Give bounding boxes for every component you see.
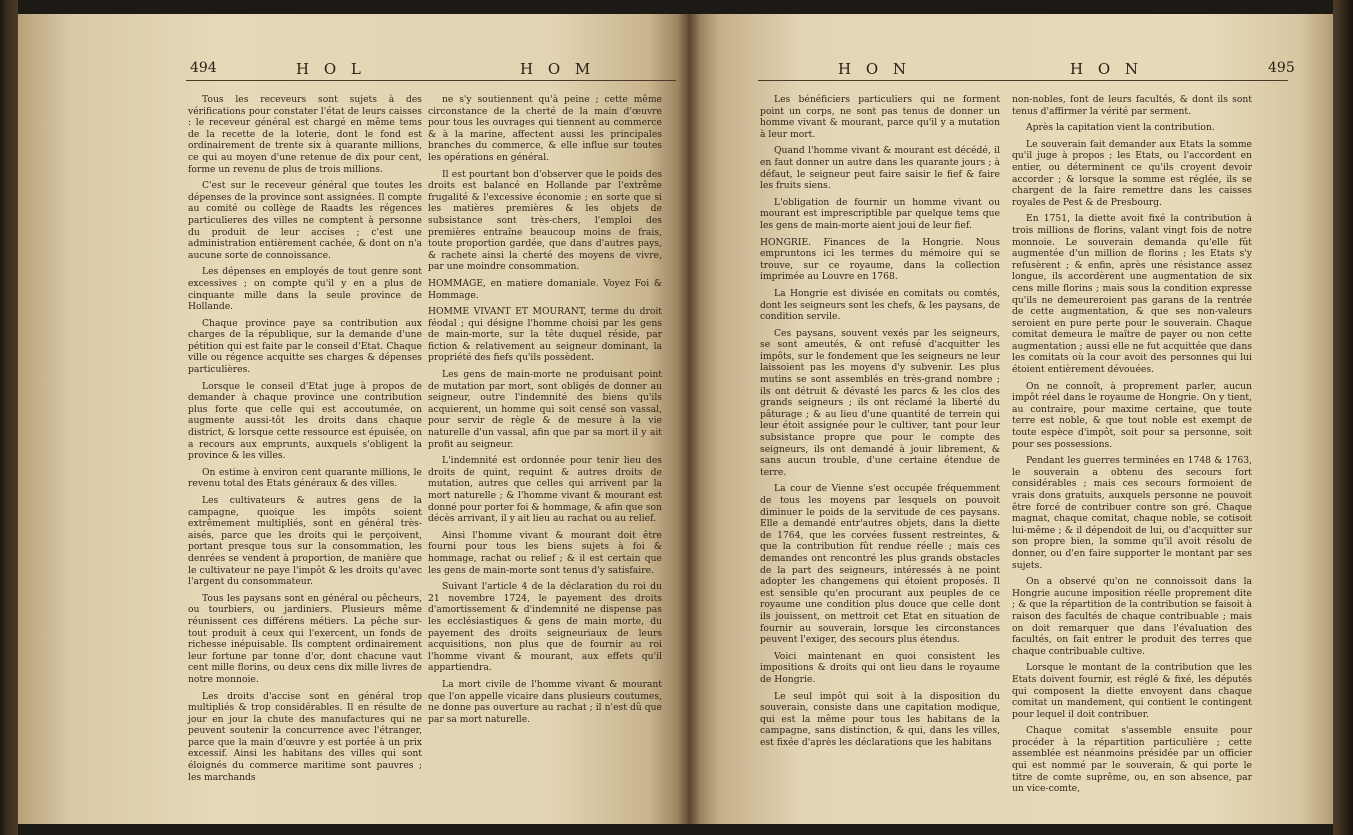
left-page-edges (0, 0, 18, 835)
right-page-column-2 (1012, 94, 1252, 800)
paragraph: Les cultivateurs & autres gens de la campagne, quoique les impôts soient extrêmement multipliés, sont en général très-aisés, parce que les droits qui le perçoivent, portant presque tous sur la consommation, les denrées se vendent à proportion, de manière que le cultivateur ne paye l'impôt & les droits qu'avec l'argent du consommateur. (188, 495, 422, 588)
running-header-left-col2: H O M (520, 60, 596, 78)
right-page-edges (1333, 0, 1353, 835)
left-page-column-1 (188, 94, 422, 788)
paragraph: Quand l'homme vivant & mourant est décédé, il en faut donner un autre dans les quarante jours ; à défaut, le seigneur peut faire saisir le fief & faire les fruits siens. (760, 145, 1000, 192)
paragraph: C'est sur le receveur général que toutes les dépenses de la province sont assignées. Il compte au comité ou collège de Raadts les régences particulieres des villes ne comptent à personne du produit de leur accises ; c'est une administration entièrement cachée, & dont on n'a aucune sorte de connoissance. (188, 180, 422, 261)
paragraph: Le souverain fait demander aux Etats la somme qu'il juge à propos ; les Etats, ou l'accordent en entier, ou déterminent ce qu'ils croyent devoir accorder ; & lorsque la somme est réglée, ils se chargent de la faire remettre dans les caisses royales de Pest & de Presbourg. (1012, 138, 1252, 208)
page-number-right: 495 (1268, 60, 1295, 76)
right-page-column-1 (760, 94, 1000, 753)
paragraph: Ces paysans, souvent vexés par les seigneurs, se sont ameutés, & ont refusé d'acquitter les impôts, sur le fondement que les seigneurs ne leur laissoient pas les moyens d'y subvenir. Les plus mutins se sont assemblés en très-grand nombre ; ils ont détruit & dévasté les parcs & les clos des grands seigneurs ; ils ont réclamé la liberté du pâturage ; & au lieu d'une quantité de terrein qui leur étoit assignée pour le cultiver, tant pour leur subsistance propre que pour le compte des seigneurs, ils ont demandé à jouir librement, & sans aucun trouble, d'une certaine étendue de terre. (760, 327, 1000, 478)
paragraph: On estime à environ cent quarante millions, le revenu total des Etats généraux & des villes. (188, 466, 422, 490)
paragraph: Les droits d'accise sont en général trop multipliés & trop considérables. Il en résulte de jour en jour la chute des manufactures qui ne peuvent soutenir la concurrence avec l'étranger, parce que la main d'œuvre y est portée à un prix excessif. Ainsi les habitans des villes qui sont éloignés du commerce maritime sont pauvres ; les marchands (188, 690, 422, 783)
paragraph: Chaque province paye sa contribution aux charges de la république, sur la demande d'une pétition qui est faite par le conseil d'Etat. Chaque ville ou régence acquitte ses charges & dépenses particulières. (188, 317, 422, 376)
page-number-left: 494 (190, 60, 217, 76)
paragraph: La Hongrie est divisée en comitats ou comtés, dont les seigneurs sont les chefs, & les paysans, de condition servile. (760, 287, 1000, 323)
header-rule-right (758, 80, 1288, 81)
paragraph: Voici maintenant en quoi consistent les impositions & droits qui ont lieu dans le royaume de Hongrie. (760, 650, 1000, 685)
entry-heading-hommage: HOMMAGE, en matiere domaniale. Voyez Foi & Hommage. (428, 277, 662, 301)
paragraph: Après la capitation vient la contribution. (1026, 122, 1215, 134)
running-header-left-col1: H O L (296, 60, 366, 78)
paragraph: ne s'y soutiennent qu'à peine ; cette même circonstance de la cherté de la main d'œuvre pour tous les ouvrages qui tiennent au commerce & à la marine, affectent aussi les principales branches du commerce, & elle influe sur toutes les opérations en général. (428, 94, 662, 163)
paragraph: Les gens de main-morte ne produisant point de mutation par mort, sont obligés de donner au seigneur, outre l'indemnité des biens qu'ils acquierent, un homme qui soit censé son vassal, pour servir de règle & de mesure à la vie naturelle d'un vassal, afin que par sa mort il y ait profit au seigneur. (428, 369, 662, 450)
left-page (18, 14, 688, 824)
paragraph: Il est pourtant bon d'observer que le poids des droits est balancé en Hollande par l'extrême frugalité & l'excessive économie ; en sorte que si les matières premières & les objets de subsistance sont très-chers, l'emploi des premières entraîne beaucoup moins de frais, toute proportion gardée, que dans d'autres pays, & rachete ainsi la cherté des moyens de vivre, par une moindre consommation. (428, 168, 662, 273)
paragraph: Lorsque le montant de la contribution que les Etats doivent fournir, est réglé & fixé, les députés qui composent la diette envoyent dans chaque comitat un mandement, qui contient le contingent pour lequel il doit contribuer. (1012, 662, 1252, 720)
paragraph: Pendant les guerres terminées en 1748 & 1763, le souverain a obtenu des secours fort considérables ; mais ces secours formoient de vrais dons gratuits, auxquels personne ne pouvoit être forcé de contribuer contre son gré. Chaque magnat, chaque comitat, chaque noble, se cotisoit lui-même ; & il dépendoit de lui, ou d'acquitter sur son propre bien, la somme qu'il avoit résolu de donner, ou d'en faire supporter le montant par ses sujets. (1012, 455, 1252, 571)
book-gutter (678, 14, 700, 824)
entry-heading-homme-vivant: HOMME VIVANT ET MOURANT, terme du droit féodal ; qui désigne l'homme choisi par les gens de main-morte, sur la tête duquel réside, par fiction & relativement au seigneur dominant, la propriété des fiefs qu'ils possèdent. (428, 306, 662, 364)
entry-heading-hongrie: HONGRIE. Finances de la Hongrie. Nous empruntons ici les termes du mémoire qui se trouve, sur ce royaume, dans la collection imprimée au Louvre en 1768. (760, 236, 1000, 283)
paragraph: Les dépenses en employés de tout genre sont excessives ; on compte qu'il y en a plus de cinquante mille dans la seule province de Hollande. (188, 266, 422, 313)
paragraph: Tous les receveurs sont sujets à des vérifications pour constater l'état de leurs caisses : le receveur général est chargé en même tems de la recette de la loterie, dont le fond est ordinairement de trente six à quarante millions, ce qui au moyen d'une retenue de dix pour cent, forme un revenu de plus de trois millions. (188, 94, 422, 175)
paragraph: La cour de Vienne s'est occupée fréquemment de tous les moyens par lesquels on pouvoit diminuer le poids de la servitude de ces paysans. Elle a demandé entr'autres objets, dans la diette de 1764, que les corvées fussent restreintes, & que la contribution fût rendue réelle ; mais ces demandes ont rencontré les plus grands obstacles de la part des seigneurs, intéressés à ne point adopter les changemens qui étoient proposés. Il est sensible qu'en procurant aux peuples de ce royaume une condition plus douce que celle dont ils jouissent, on mettroit cet Etat en situation de fournir au souverain, lorsque les circonstances peuvent l'exiger, des secours plus étendus. (760, 483, 1000, 646)
paragraph: Lorsque le conseil d'Etat juge à propos de demander à chaque province une contribution plus forte que celle qui est accoutumée, on augmente aussi-tôt les droits dans chaque district, & lorsque cette ressource est épuisée, on a recours aux emprunts, auxquels s'obligent la province & les villes. (188, 380, 422, 462)
paragraph: La mort civile de l'homme vivant & mourant que l'on appelle vicaire dans plusieurs coutumes, ne donne pas ouverture au rachat ; il n'est dû que par sa mort naturelle. (428, 678, 662, 725)
paragraph: L'indemnité est ordonnée pour tenir lieu des droits de quint, requint & autres droits de mutation, autres que celles qui arrivent par la mort naturelle ; & l'homme vivant & mourant est donné pour porter foi & hommage, & afin que son décès arrivant, il y ait lieu au rachat ou au relief. (428, 455, 662, 525)
right-page (688, 14, 1333, 824)
paragraph: Les bénéficiers particuliers qui ne forment point un corps, ne sont pas tenus de donner un homme vivant & mourant, parce qu'il y a mutation à leur mort. (760, 94, 1000, 140)
paragraph: non-nobles, font de leurs facultés, & dont ils sont tenus d'affirmer la vérité par serment. (1012, 94, 1252, 117)
paragraph: On a observé qu'on ne connoissoit dans la Hongrie aucune imposition réelle proprement dite ; & que la répartition de la contribution se faisoit à raison des facultés de chaque contribuable ; mais on doit remarquer que dans l'évaluation des facultés, on fait entrer le produit des terres que chaque contribuable cultive. (1012, 576, 1252, 657)
header-rule-left (186, 80, 676, 81)
left-page-column-2 (428, 94, 662, 730)
paragraph: On ne connoît, à proprement parler, aucun impôt réel dans le royaume de Hongrie. On y tient, au contraire, pour maxime certaine, que toute terre est noble, & que tout noble est exempt de toute espèce d'impôt, soit pour sa personne, soit pour ses possessions. (1012, 380, 1252, 450)
running-header-right-col2: H O N (1070, 60, 1144, 78)
paragraph: Tous les paysans sont en général ou pêcheurs, ou tourbiers, ou jardiniers. Plusieurs même réunissent ces différens métiers. La pêche sur-tout produit à ceux qui l'exercent, un fonds de richesse inépuisable. Ils comptent ordinairement leur fortune par tonne d'or, dont chacune vaut cent mille florins, ou deux cens dix mille livres de notre monnoie. (188, 592, 422, 685)
paragraph: Ainsi l'homme vivant & mourant doit être fourni pour tous les biens sujets à foi & hommage, rachat ou relief ; & il est certain que les gens de main-morte sont tenus d'y satisfaire. (428, 529, 662, 576)
paragraph: En 1751, la diette avoit fixé la contribution à trois millions de florins, valant vingt fois de notre monnoie. Le souverain demanda qu'elle fût augmentée d'un million de florins ; les Etats s'y refusèrent ; & enfin, après une résistance assez longue, ils accordèrent une augmentation de six cens mille florins ; mais sous la condition expresse qu'ils ne demeureroient pas garans de la rentrée de cette augmentation, & que ses non-valeurs seroient en pure perte pour le souverain. Chaque comitat demeura le maître de payer ou non cette augmentation ; aussi elle ne fut acquittée que dans les comitats où la cour avoit des personnes qui lui étoient entièrement dévouées. (1012, 213, 1252, 376)
paragraph: Suivant l'article 4 de la déclaration du roi du 21 novembre 1724, le payement des droits d'amortissement & d'indemnité ne dispense pas les ecclésiastiques & gens de main morte, du payement des droits seigneuriaux de leurs acquisitions, non plus que de fournir au roi l'homme vivant & mourant, aux effets qu'il appartiendra. (428, 581, 662, 674)
running-header-right-col1: H O N (838, 60, 912, 78)
paragraph: Chaque comitat s'assemble ensuite pour procéder à la répartition particulière ; cette assemblée est néanmoins présidée par un officier qui est nommé par le souverain, & qui porte le titre de comte suprême, ou, en son absence, par un vice-comte, (1012, 725, 1252, 795)
paragraph: L'obligation de fournir un homme vivant ou mourant est imprescriptible par quelque tems que les gens de main-morte aient joui de leur fief. (760, 196, 1000, 231)
paragraph: Le seul impôt qui soit à la disposition du souverain, consiste dans une capitation modique, qui est la même pour tous les habitans de la campagne, sans distinction, & qui, dans les villes, est fixée d'après les déclarations que les habitans (760, 690, 1000, 748)
